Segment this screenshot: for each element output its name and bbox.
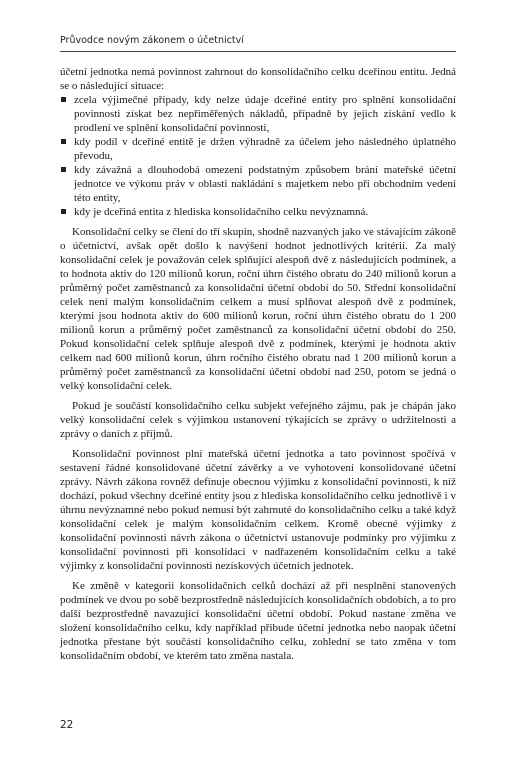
list-item-text: kdy podíl v dceřiné entitě je držen výhradně za účelem jeho následného úplatného převodu,: [74, 136, 456, 162]
list-item: [60, 93, 456, 135]
list-item-text: kdy je dceřiná entita z hlediska konsolidačního celku nevýznamná.: [74, 206, 369, 218]
list-item: [60, 163, 456, 205]
paragraph-consolidation-groups: Konsolidační celky se člení do tří skupin, shodně nazvaných jako ve stávajícím zákoně o účetnictví, avšak opět došlo k navýšení hodnot jednotlivých kritérií. Za malý konsolidační celek je považován celek splňující alespoň dvě z následujících podmínek, a to hodnota aktiv do 120 milionů korun, roční úhrn čistého obratu do 240 milionů korun a průměrný počet zaměstnanců za konsolidační účetní období do 50. Střední konsolidační celek není malým konsolidačním celkem a musí splňovat alespoň dvě z podmínek, kterými jsou hodnota aktiv do 600 milionů korun, roční úhrn čistého obratu do 1 200 milionů korun a průměrný počet zaměstnanců za konsolidační účetní období do 250. Pokud konsolidační celek splňuje alespoň dvě z podmínek, kterými je hodnota aktiv celkem nad 600 milionů korun, úhrn ročního čistého obratu nad 1 200 milionů korun a průměrný počet zaměstnanců za konsolidační účetní období nad 250, potom se jedná o velký konsolidační celek.: [60, 226, 456, 392]
intro-paragraph: účetní jednotka nemá povinnost zahrnout do konsolidačního celku dceřinou entitu. Jedná se o následující situace:: [60, 66, 456, 92]
situation-list: [60, 93, 456, 219]
page-body: [60, 65, 456, 669]
header-divider: [60, 51, 456, 52]
list-item: [60, 135, 456, 163]
square-bullet-icon: [61, 139, 66, 144]
paragraph-public-interest: Pokud je součástí konsolidačního celku subjekt veřejného zájmu, pak je chápán jako velký konsolidační celek s výjimkou ustanovení týkajících se zprávy o udržitelnosti a zprávy o daních z příjmů.: [60, 400, 456, 440]
running-header: Průvodce novým zákonem o účetnictví: [60, 35, 244, 46]
paragraph-category-change: Ke změně v kategorii konsolidačních celků dochází až při nesplnění stanovených podmínek ve dvou po sobě bezprostředně následujících konsolidačních obdobích, a to pro další bezprostředně navazující konsolidační účetní období. Pokud nastane změna ve složení konsolidačního celku, kdy například přibude účetní jednotka nebo naopak účetní jednotka přestane být součástí konsolidačního celku, zohlední se tato změna v tom konsolidačním období, ve kterém tato změna nastala.: [60, 580, 456, 662]
paragraph-consolidation-duty: Konsolidační povinnost plní mateřská účetní jednotka a tato povinnost spočívá v sestavení řádné konsolidované účetní závěrky a ve vyhotovení konsolidované účetní zprávy. Návrh zákona rovněž definuje obecnou výjimku z konsolidační povinnosti, k níž dochází, pokud všechny dceřiné entity jsou z hlediska konsolidačního celku jednotlivě i v úhrnu nevýznamné nebo pokud nemusí být zahrnuté do konsolidačního celku a také když konsolidační celek je malým konsolidačním celkem. Kromě obecné výjimky z konsolidační povinnosti návrh zákona o účetnictví ustanovuje podmínky pro výjimku z konsolidační povinnosti při konsolidaci v nadřazeném konsolidačním celku a také výjimky z konsolidační povinnosti nezískových účetních jednotek.: [60, 448, 456, 572]
list-item-text: kdy závažná a dlouhodobá omezení podstatným způsobem brání mateřské účetní jednotce ve výkonu práv v oblasti nakládání s majetkem nebo při obchodním vedení této entity,: [74, 164, 456, 204]
square-bullet-icon: [61, 97, 66, 102]
square-bullet-icon: [61, 209, 66, 214]
page-number: 22: [60, 719, 74, 731]
list-item: [60, 205, 456, 219]
list-item-text: zcela výjimečné případy, kdy nelze údaje dceřiné entity pro splnění konsolidační povinnosti získat bez nepřiměřených nákladů, případně by jejich získání vedlo k prodlení ve splnění konsolidační povinnosti,: [74, 94, 456, 134]
square-bullet-icon: [61, 167, 66, 172]
